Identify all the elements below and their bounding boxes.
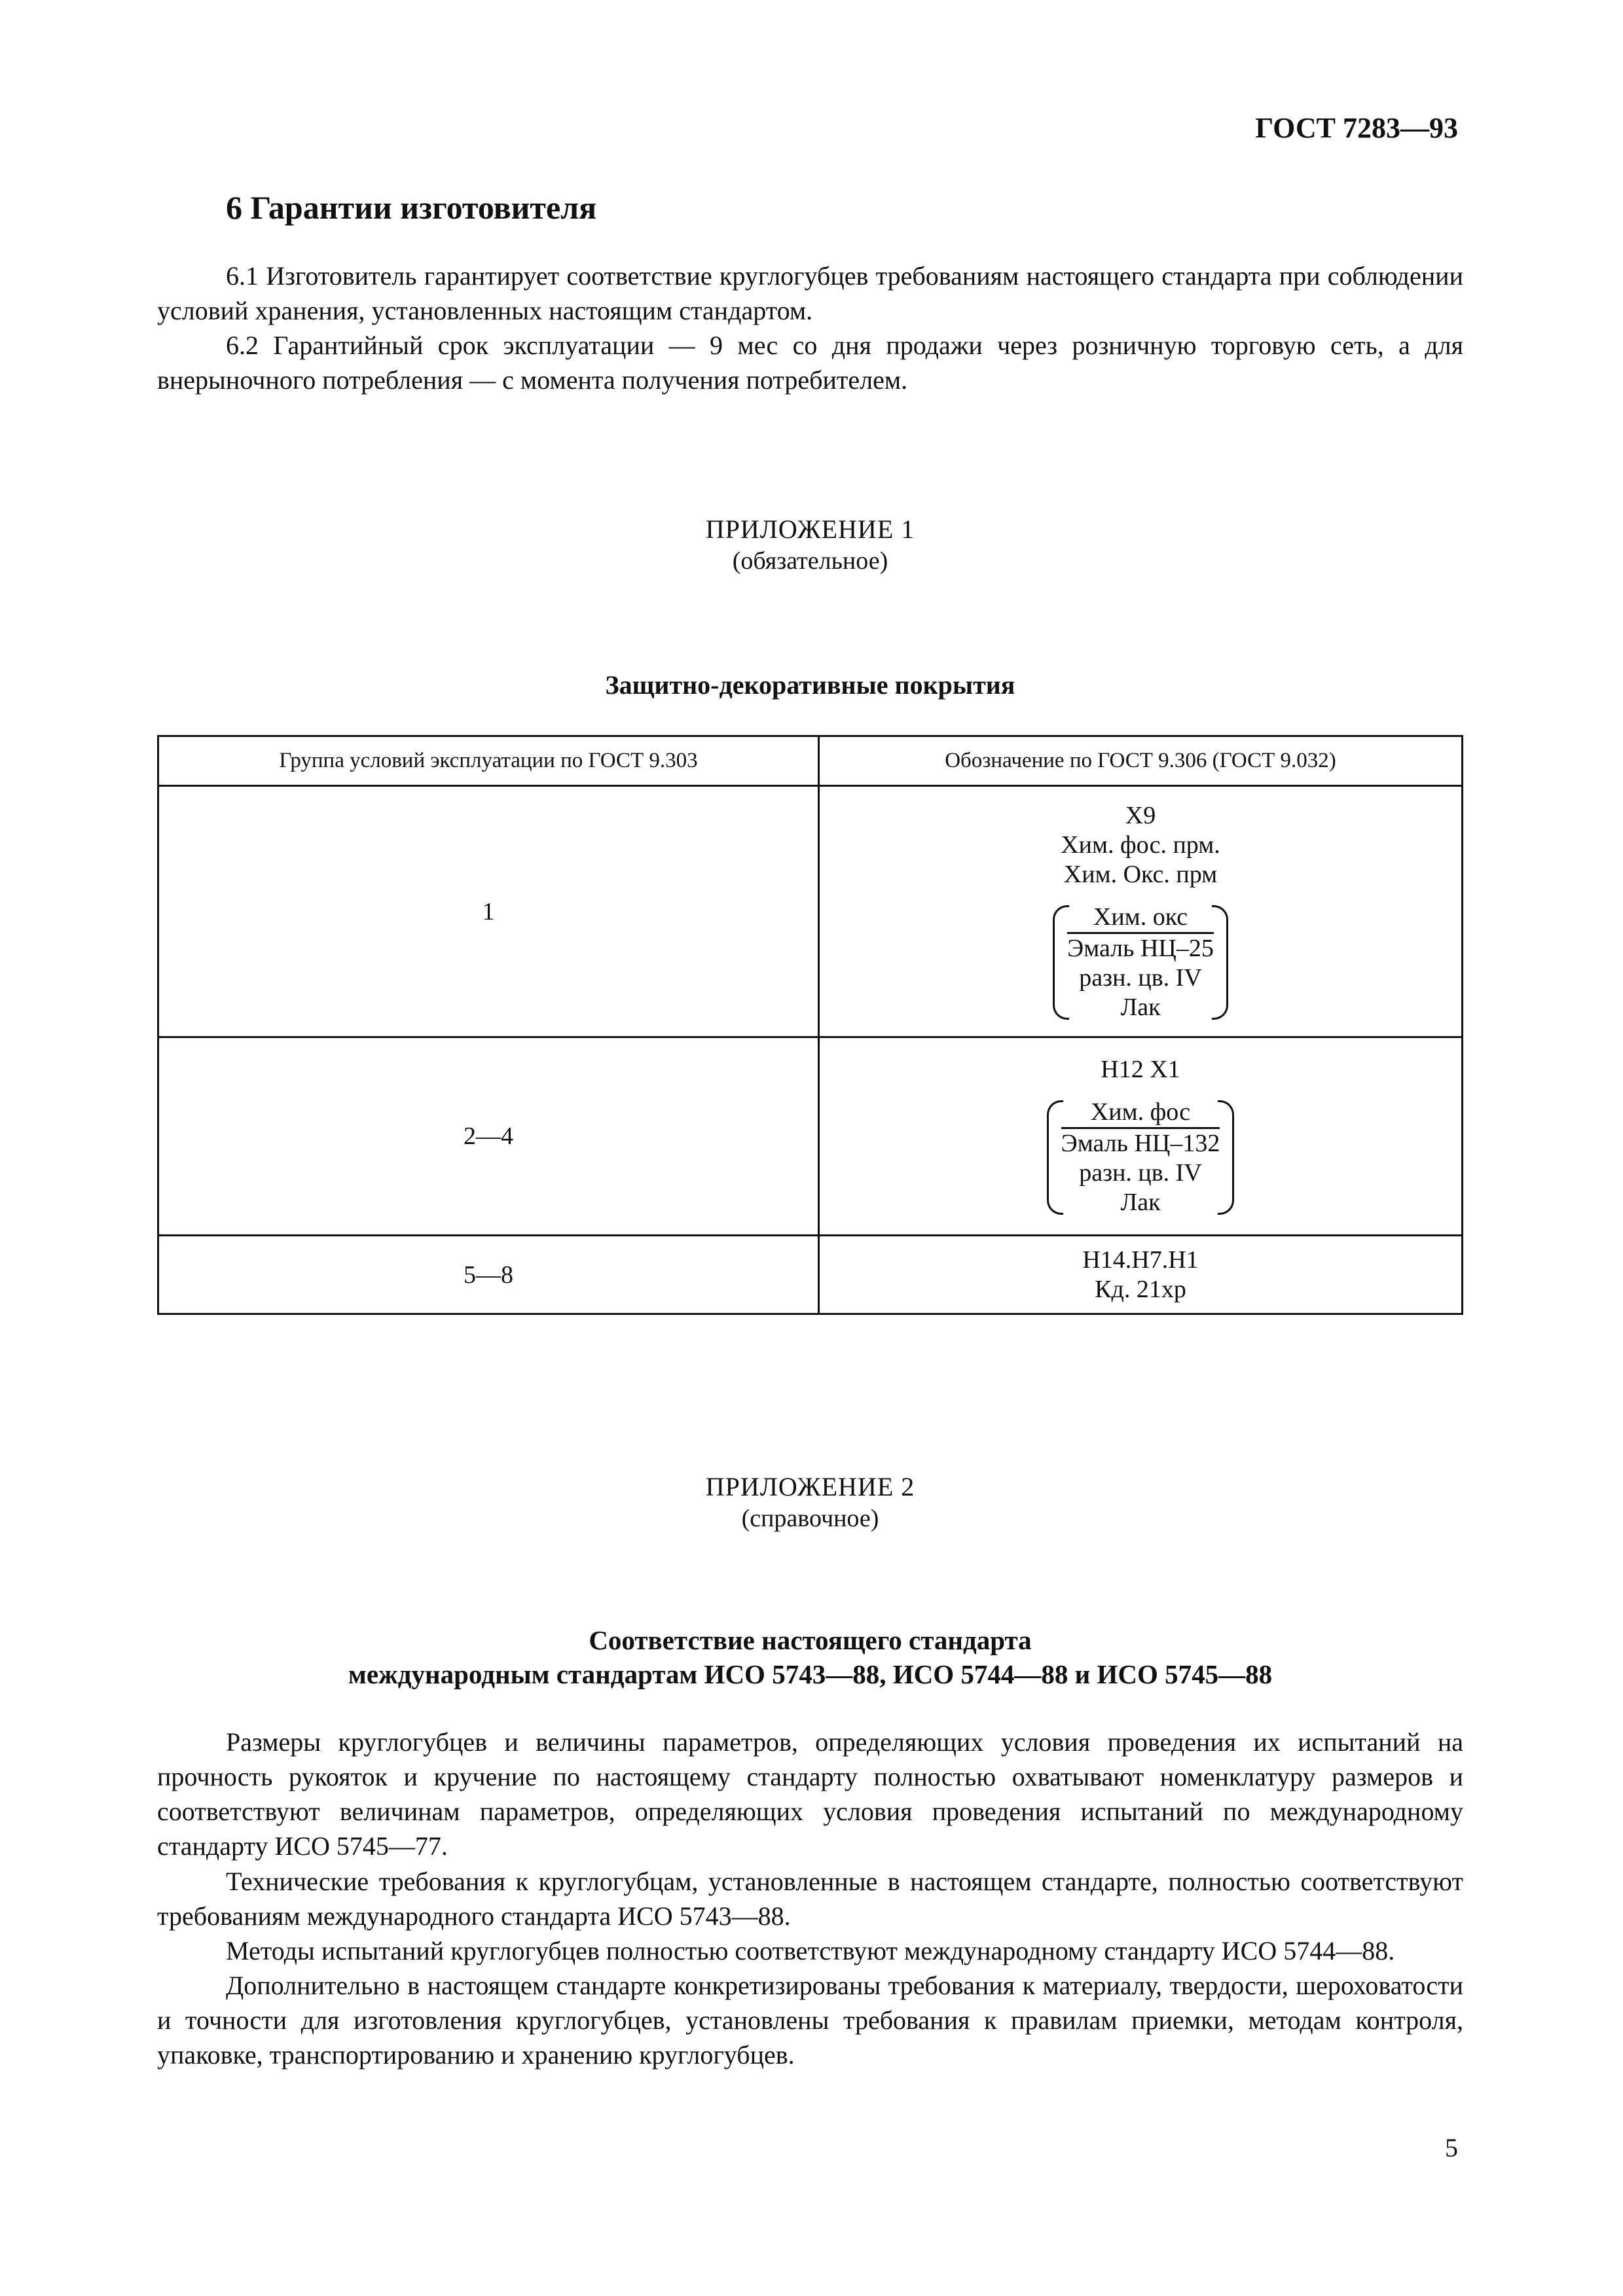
column-header-group: Группа условий эксплуатации по ГОСТ 9.303 — [158, 736, 819, 786]
appendix-2-subtitle: (справочное) — [741, 1505, 879, 1532]
group-cell: 2—4 — [158, 1037, 819, 1236]
bracket-line: разн. цв. IV — [1079, 1159, 1202, 1187]
appendix-2-paragraph-1 — [157, 1725, 1463, 1863]
bracket-line: Хим. окс — [1067, 903, 1214, 934]
table-title: Защитно-декоративные покрытия — [605, 670, 1015, 700]
appendix-1-title: ПРИЛОЖЕНИЕ 1 — [705, 514, 915, 544]
paragraph-6-2-text: 6.2 Гарантийный срок эксплуатации — 9 мес со дня продажи через розничную торговую сеть, а для внерыночного потребления — с момента получения потребителем. — [157, 331, 1463, 395]
column-header-designation: Обозначение по ГОСТ 9.306 (ГОСТ 9.032) — [819, 736, 1463, 786]
section-title: 6 Гарантии изготовителя — [226, 189, 597, 226]
appendix-2-paragraph-3-text: Методы испытаний круглогубцев полностью соответствуют международному стандарту ИСО 5744—88. — [226, 1936, 1395, 1965]
bracket-line: Хим. фос — [1061, 1098, 1220, 1129]
appendix-2-paragraph-1-text: Размеры круглогубцев и величины параметров, определяющих условия проведения их испытаний на прочность рукояток и кручение по настоящему стандарту полностью охватывают номенклатуру размеров и соответствуют величинам параметров, определяющих условия проведения испытаний по международному стандарту ИСО 5745—77. — [157, 1727, 1463, 1861]
table-row — [158, 1037, 1463, 1236]
appendix-2-heading-line-1: Соответствие настоящего стандарта — [589, 1625, 1032, 1655]
designation-cell — [819, 786, 1463, 1037]
bracket-line: разн. цв. IV — [1079, 963, 1202, 992]
coating-system-bracket — [1048, 1098, 1233, 1217]
page-number: 5 — [1445, 2133, 1458, 2162]
appendix-2-paragraph-3 — [157, 1933, 1463, 1968]
table-header-row — [158, 736, 1463, 786]
appendix-2-title: ПРИЛОЖЕНИЕ 2 — [705, 1472, 915, 1501]
designation-line: Кд. 21хр — [1095, 1275, 1186, 1303]
designation-line: Н14.Н7.Н1 — [1082, 1246, 1199, 1274]
coatings-table — [157, 735, 1463, 1315]
designation-line: Н12 Х1 — [1101, 1056, 1180, 1083]
group-cell: 5—8 — [158, 1236, 819, 1314]
table-row — [158, 786, 1463, 1037]
appendix-1-subtitle: (обязательное) — [732, 547, 888, 575]
paragraph-6-2 — [157, 328, 1463, 397]
designation-line: Х9 — [1125, 801, 1156, 829]
appendix-2-paragraph-2 — [157, 1864, 1463, 1933]
designation-cell — [819, 1037, 1463, 1236]
paragraph-6-1 — [157, 259, 1463, 328]
appendix-2-heading-line-2: международным стандартам ИСО 5743—88, ИСО 5744—88 и ИСО 5745—88 — [348, 1659, 1273, 1689]
table-row — [158, 1236, 1463, 1314]
bracket-line: Эмаль НЦ–132 — [1061, 1130, 1220, 1157]
bracket-line: Лак — [1120, 993, 1161, 1021]
appendix-2-paragraph-4 — [157, 1968, 1463, 2072]
appendix-2-paragraph-2-text: Технические требования к круглогубцам, установленные в настоящем стандарте, полностью соответствуют требованиям международного стандарта ИСО 5743—88. — [157, 1867, 1463, 1931]
designation-line: Хим. Окс. прм — [1063, 860, 1218, 888]
designation-line: Хим. фос. прм. — [1061, 831, 1220, 859]
bracket-line: Лак — [1120, 1189, 1161, 1216]
coating-system-bracket — [1054, 903, 1227, 1022]
appendix-2-paragraph-4-text: Дополнительно в настоящем стандарте конкретизированы требования к материалу, твердости, шероховатости и точности для изготовления круглогубцев, установлены требования к правилам приемки, методам контроля, упаковке, транспортированию и хранению круглогубцев. — [157, 1971, 1463, 2070]
group-cell: 1 — [158, 786, 819, 1037]
bracket-line: Эмаль НЦ–25 — [1067, 934, 1214, 962]
paragraph-6-1-text: 6.1 Изготовитель гарантирует соответствие круглогубцев требованиям настоящего стандарта при соблюдении условий хранения, установленных настоящим стандартом. — [157, 261, 1463, 325]
document-code: ГОСТ 7283—93 — [1255, 112, 1458, 144]
designation-cell — [819, 1236, 1463, 1314]
